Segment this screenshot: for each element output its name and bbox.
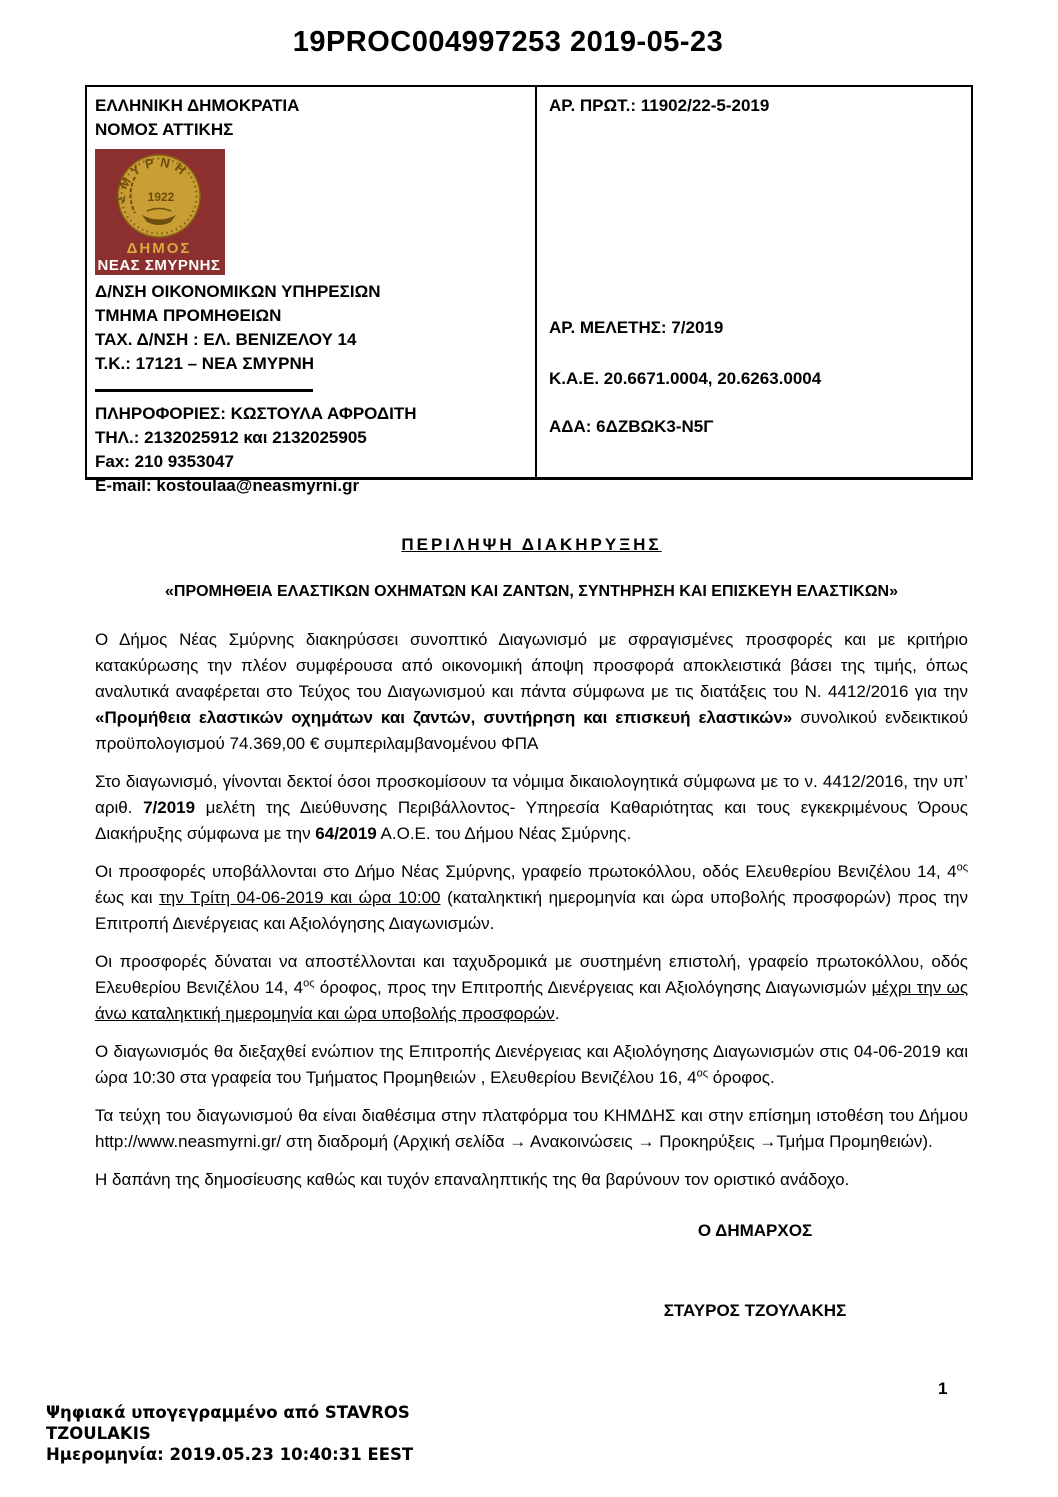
signature-block [560, 1221, 950, 1321]
paragraph-documents-availability: Τα τεύχη του διαγωνισμού θα είναι διαθέσιμα στην πλατφόρμα του ΚΗΜΔΗΣ και στην επίσημη ιστοθέση του Δήμου http://www.neasmyrni.gr/ στη διαδρομή (Αρχική σελίδα → Ανακοινώσεις → Προκηρύξεις →Τμήμα Προμηθειών). [95, 1106, 968, 1151]
municipality-logo [95, 149, 225, 275]
study-number-line: ΑΡ. ΜΕΛΕΤΗΣ: 7/2019 [549, 318, 724, 337]
paragraph-postal-submission: Οι προσφορές δύναται να αποστέλλονται και ταχυδρομικά με συστημένη επιστολή, γραφείο πρωτοκόλλου, οδός Ελευθερίου Βενιζέλου 14, $4^{o\varsigma}$ όροφος, προς την Επιτροπής Διενέργειας και Αξιολόγησης Διαγωνισμών μέχρι την ως άνω καταληκτική ημερομηνία και ώρα υποβολής προσφορών. [95, 952, 969, 1023]
ada-code-line: ΑΔΑ: 6ΔΖΒΩΚ3-Ν5Γ [549, 417, 714, 436]
paragraph-tender-announcement: Ο Δήμος Νέας Σμύρνης διακηρύσσει συνοπτικό Διαγωνισμό με σφραγισμένες προσφορές και με κριτήριο κατακύρωσης την πλέον συμφέρουσα από οικονομική άποψη προσφορά αποκλειστικά βάσει της τιμής, όπως αναλυτικά αναφέρεται στο Τεύχος του Διαγωνισμού και πάντα σύμφωνα με τις διατάξεις του Ν. 4412/2016 για την «Προμήθεια ελαστικών οχημάτων και ζαντών, συντήρηση και επισκευή ελαστικών» συνολικού ενδεικτικού προϋπολογισμού 74.369,00 € συμπεριλαμβανομένου ΦΠΑ [95, 630, 969, 753]
prefecture-line: ΝΟΜΟΣ ΑΤΤΙΚΗΣ [95, 120, 234, 139]
digital-signature-line-1: Ψηφιακά υπογεγραμμένο από STAVROS [46, 1403, 410, 1422]
postal-code-line: Τ.Κ.: 17121 – ΝΕΑ ΣΜΥΡΝΗ [95, 354, 315, 373]
digital-signature-line-3: Ημερομηνία: 2019.05.23 10:40:31 EEST [46, 1445, 414, 1464]
document-registry-number: 19PROC004997253 2019-05-23 [292, 26, 724, 58]
coin-arc-text: ΣΜΥΡΝΗ [112, 154, 193, 204]
country-line: ΕΛΛΗΝΙΚΗ ΔΗΜΟΚΡΑΤΙΑ [95, 96, 300, 115]
paragraph-submission-deadline: Οι προσφορές υποβάλλονται στο Δήμο Νέας Σμύρνης, γραφείο πρωτοκόλλου, οδός Ελευθερίου Βενιζέλου 14, $4^{o\varsigma}$ έως και την Τρίτη 04-06-2019 και ώρα 10:00 (καταληκτική ημερομηνία και ώρα υποβολής προσφορών) προς την Επιτροπή Διενέργειας και Αξιολόγησης Διαγωνισμών. [95, 861, 968, 933]
letterhead-right-cell [537, 87, 971, 477]
letterhead-left-cell [87, 87, 537, 495]
paragraph-eligibility: Στο διαγωνισμό, γίνονται δεκτοί όσοι προσκομίσουν τα νόμιμα δικαιολογητικά σύμφωνα με το ν. 4412/2016, την υπ’ αριθ. 7/2019 μελέτη της Διεύθυνσης Περιβάλλοντος- Υπηρεσία Καθαριότητας και τους εγκεκριμένους Όρους Διακήρυξης σύμφωνα με την 64/2019 Α.Ο.Ε. του Δήμου Νέας Σμύρνης. [95, 772, 968, 843]
budget-code-line: Κ.Α.Ε. 20.6671.0004, 20.6263.0004 [549, 369, 822, 388]
address-line: ΤΑΧ. Δ/ΝΣΗ : ΕΛ. ΒΕΝΙΖΕΛΟΥ 14 [95, 330, 357, 349]
paragraph-publication-cost: Η δαπάνη της δημοσίευσης καθώς και τυχόν επαναληπτικής της θα βαρύνουν τον οριστικό ανάδοχο. [95, 1170, 850, 1189]
coin-year: 1922 [147, 190, 175, 204]
page-number: 1 [938, 1379, 948, 1398]
paragraph-opening-session: Ο διαγωνισμός θα διεξαχθεί ενώπιον της Επιτροπής Διενέργειας και Αξιολόγησης Διαγωνισμών στις 04-06-2019 και ώρα 10:30 στα γραφεία του Τμήματος Προμηθειών , Ελευθερίου Βενιζέλου 16, $4^{o\varsigma}$ όροφος. [95, 1042, 968, 1087]
phone-line: ΤΗΛ.: 2132025912 και 2132025905 [95, 428, 367, 447]
logo-title: ΔΗΜΟΣ [126, 240, 192, 257]
digital-signature-stamp [46, 1402, 413, 1465]
signatory-title: Ο ΔΗΜΑΡΧΟΣ [697, 1221, 813, 1240]
summary-heading: ΠΕΡΙΛΗΨΗ ΔΙΑΚΗΡΥΞΗΣ [401, 535, 662, 554]
protocol-number-line: ΑΡ. ΠΡΩΤ.: 11902/22-5-2019 [549, 96, 770, 115]
logo-subtitle: ΝΕΑΣ ΣΜΥΡΝΗΣ [97, 257, 221, 274]
contact-person-line: ΠΛΗΡΟΦΟΡΙΕΣ: ΚΩΣΤΟΥΛΑ ΑΦΡΟΔΙΤΗ [95, 404, 417, 423]
email-line: E-mail: kostoulaa@neasmyrni.gr [95, 476, 360, 495]
letterhead-table [85, 85, 973, 495]
digital-signature-line-2: TZOULAKIS [46, 1424, 151, 1443]
document-body [95, 532, 968, 1205]
letterhead-divider [95, 389, 313, 392]
tender-subject: «ΠΡΟΜΗΘΕΙΑ ΕΛΑΣΤΙΚΩΝ ΟΧΗΜΑΤΩΝ ΚΑΙ ΖΑΝΤΩΝ, ΣΥΝΤΗΡΗΣΗ ΚΑΙ ΕΠΙΣΚΕΥΗ ΕΛΑΣΤΙΚΩΝ» [164, 583, 898, 600]
fax-line: Fax: 210 9353047 [95, 452, 234, 471]
department-line-2: ΤΜΗΜΑ ΠΡΟΜΗΘΕΙΩΝ [95, 306, 282, 325]
department-line-1: Δ/ΝΣΗ ΟΙΚΟΝΟΜΙΚΩΝ ΥΠΗΡΕΣΙΩΝ [95, 282, 381, 301]
signatory-name: ΣΤΑΥΡΟΣ ΤΖΟΥΛΑΚΗΣ [663, 1301, 847, 1320]
